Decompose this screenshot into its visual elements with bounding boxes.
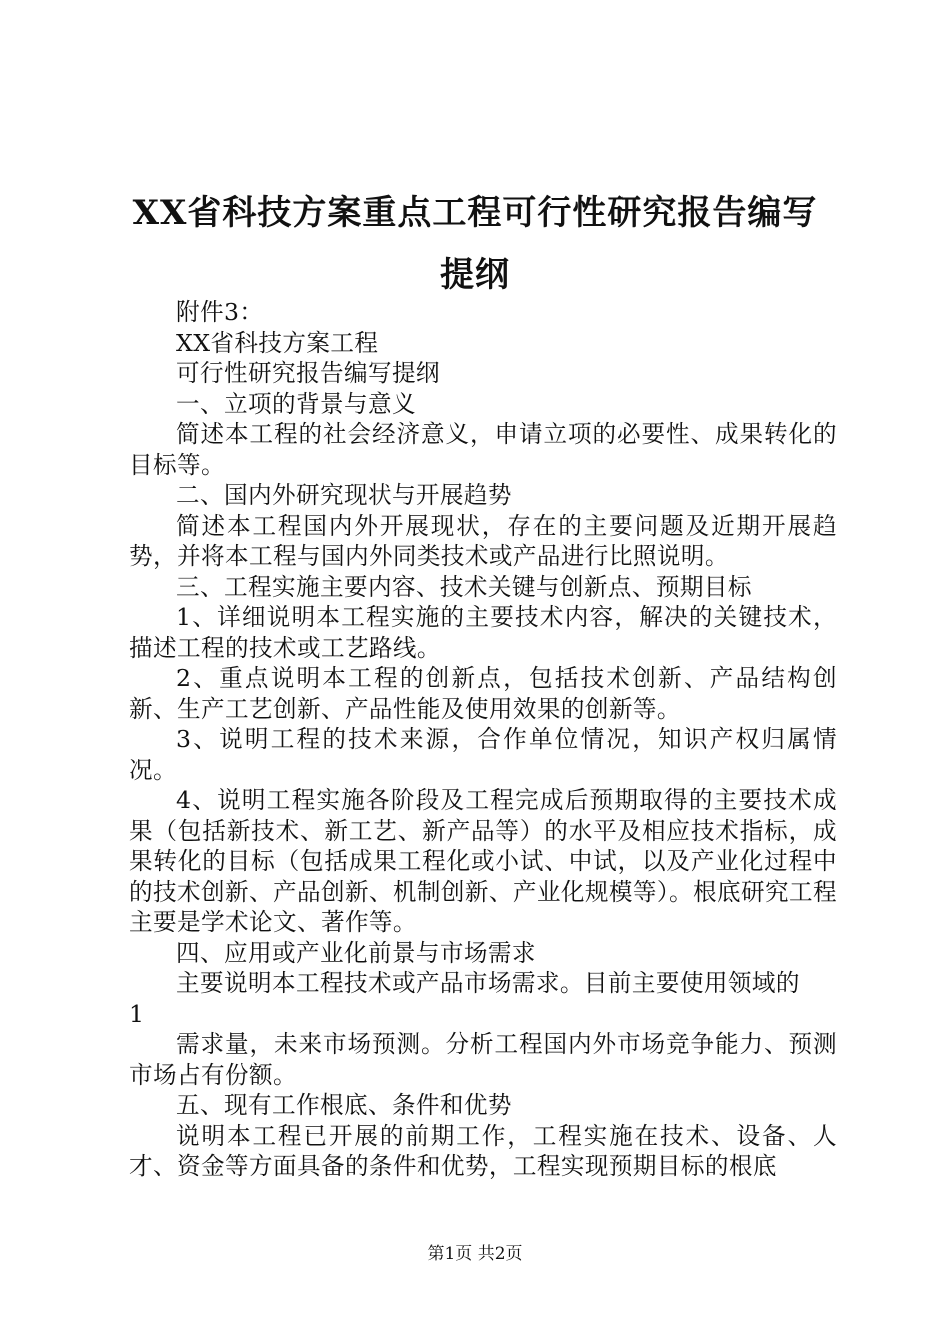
paragraph: 2、重点说明本工程的创新点，包括技术创新、产品结构创新、生产工艺创新、产品性能及使用效果的创新等。 <box>129 664 837 723</box>
document-title <box>110 182 840 306</box>
section-heading-3: 三、工程实施主要内容、技术关键与创新点、预期目标 <box>176 572 752 601</box>
paragraph: 简述本工程的社会经济意义，申请立项的必要性、成果转化的目标等。 <box>129 420 837 479</box>
paragraph: 说明本工程已开展的前期工作，工程实施在技术、设备、人才、资金等方面具备的条件和优势，工程实现预期目标的根底 <box>129 1121 837 1180</box>
section-heading-5: 五、现有工作根底、条件和优势 <box>176 1091 512 1119</box>
paragraph: 需求量，未来市场预测。分析工程国内外市场竞争能力、预测市场占有份额。 <box>129 1030 837 1089</box>
paragraph: 4、说明工程实施各阶段及工程完成后预期取得的主要技术成果（包括新技术、新工艺、新产品等）的水平及相应技术指标，成果转化的目标（包括成果工程化或小试、中试，以及产业化过程中的技术创新、产品创新、机制创新、产业化规模等）。根底研究工程主要是学术论文、著作等。 <box>129 786 838 936</box>
paragraph: 主要说明本工程技术或产品市场需求。目前主要使用领域的 <box>176 969 800 997</box>
title-line-1: XX省科技方案重点工程可行性研究报告编写 <box>132 193 818 233</box>
section-heading-2: 二、国内外研究现状与开展趋势 <box>176 481 512 509</box>
project-name: XX省科技方案工程 <box>176 328 379 357</box>
outline-title: 可行性研究报告编写提纲 <box>176 359 440 387</box>
section-heading-1: 一、立项的背景与意义 <box>176 389 416 418</box>
inline-page-number: 1 <box>129 999 145 1028</box>
page-indicator: 第1页 共2页 <box>427 1244 523 1264</box>
section-heading-4: 四、应用或产业化前景与市场需求 <box>176 938 536 967</box>
page-footer <box>0 1243 950 1265</box>
title-line-2: 提纲 <box>440 255 510 295</box>
document-body <box>129 297 837 1182</box>
paragraph: 简述本工程国内外开展现状，存在的主要问题及近期开展趋势，并将本工程与国内外同类技术或产品进行比照说明。 <box>129 511 837 570</box>
paragraph: 1、详细说明本工程实施的主要技术内容，解决的关键技术，描述工程的技术或工艺路线。 <box>129 603 837 662</box>
attachment-label: 附件3： <box>176 298 264 326</box>
paragraph: 3、说明工程的技术来源，合作单位情况，知识产权归属情况。 <box>129 725 837 784</box>
